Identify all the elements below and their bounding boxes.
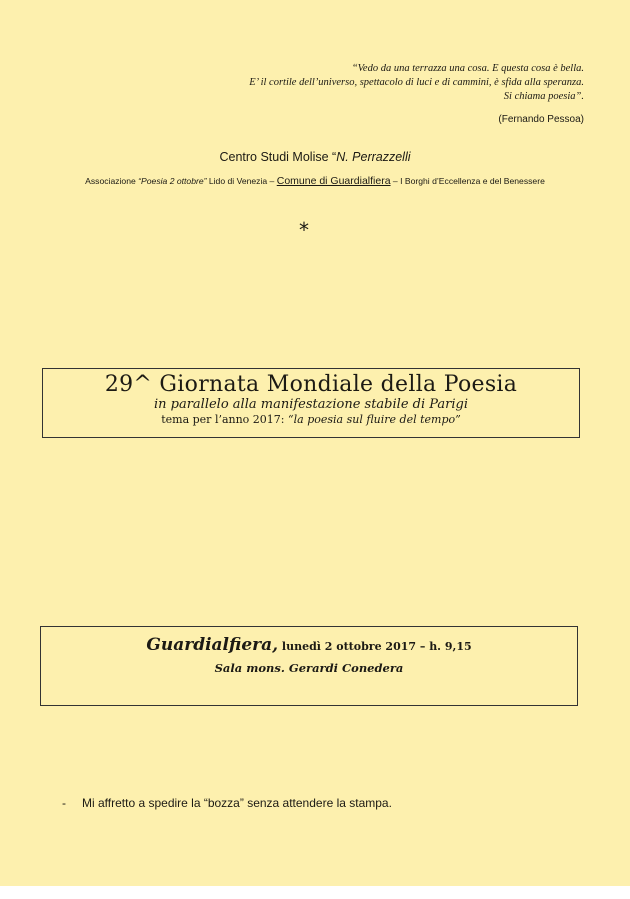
assoc-comune: Comune di Guardialfiera [276,175,391,187]
association-line [0,175,630,187]
venue-date-line [41,635,577,655]
venue-box [40,626,578,706]
event-title: 29^ Giornata Mondiale della Poesia [104,372,518,397]
footnote-dash: - [62,796,66,810]
footnote-text: Mi affretto a spedire la “bozza” senza attendere la stampa. [82,796,392,810]
footnote [62,796,392,810]
quote-line-3: Si chiama poesia”. [503,91,584,102]
quote-line-1: “Vedo da una terrazza una cosa. E questa cosa è bella. [351,63,584,74]
organizer-name: Centro Studi Molise “ [219,150,337,164]
venue-hall: Sala mons. Gerardi Conedera [214,661,404,675]
assoc-lido: Lido di Venezia – [206,176,277,186]
organizer-name-italic: N. Perrazzelli [336,150,411,164]
venue-city: Guardialfiera, [146,635,279,655]
quote-line-2: E’ il cortile dell’universo, spettacolo di luci e di cammini, è sfida alla speranza. [249,77,584,88]
pessoa-quote [114,62,584,127]
assoc-suffix: – I Borghi d’Eccellenza e del Benessere [390,176,545,186]
assoc-prefix: Associazione [85,176,139,186]
event-theme-text: “la poesia sul fluire del tempo” [288,413,461,426]
event-subtitle: in parallelo alla manifestazione stabile di Parigi [153,397,469,412]
event-box [42,368,580,438]
event-theme-prefix: tema per l’anno 2017: [161,413,288,426]
quote-author: (Fernando Pessoa) [498,114,584,125]
organizer-title [0,150,630,164]
assoc-poesia: “Poesia 2 ottobre” [138,176,207,186]
star-divider: * [299,218,309,242]
event-theme [43,413,579,426]
venue-date: lunedì 2 ottobre 2017 – h. 9,15 [278,640,472,653]
